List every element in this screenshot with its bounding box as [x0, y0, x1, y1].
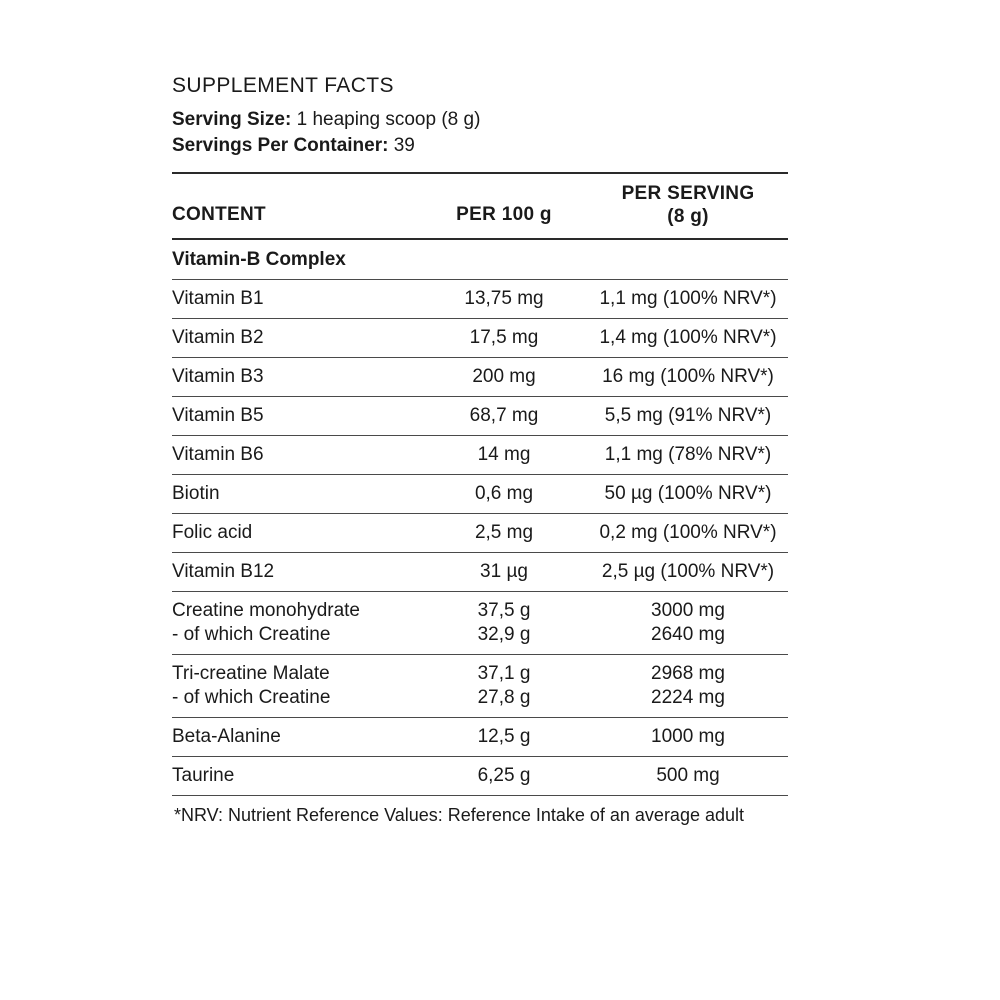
table-row — [172, 397, 788, 436]
table-row — [172, 319, 788, 358]
row-per-100g: 31 µg — [420, 553, 588, 592]
table-row — [172, 592, 788, 624]
table-group-row — [172, 239, 788, 280]
row-name: - of which Creatine — [172, 686, 420, 718]
supplement-facts-panel — [172, 74, 788, 826]
group-heading-spacer-100 — [420, 239, 588, 280]
servings-per-container-line — [172, 133, 788, 159]
table-row — [172, 475, 788, 514]
row-name: Vitamin B12 — [172, 553, 420, 592]
row-per-serving: 16 mg (100% NRV*) — [588, 358, 788, 397]
table-row — [172, 655, 788, 687]
row-name: Folic acid — [172, 514, 420, 553]
row-name: Vitamin B6 — [172, 436, 420, 475]
row-per-100g: 14 mg — [420, 436, 588, 475]
serving-size-value: 1 heaping scoop (8 g) — [296, 109, 481, 130]
servings-per-container-label: Servings Per Container: — [172, 135, 389, 156]
row-name: Vitamin B2 — [172, 319, 420, 358]
row-per-100g: 200 mg — [420, 358, 588, 397]
row-per-serving: 2640 mg — [588, 623, 788, 655]
table-row — [172, 358, 788, 397]
row-per-100g: 17,5 mg — [420, 319, 588, 358]
serving-size-label: Serving Size: — [172, 109, 292, 130]
row-per-serving: 500 mg — [588, 757, 788, 796]
column-header-per-100g: PER 100 g — [420, 173, 588, 239]
table-row — [172, 623, 788, 655]
servings-per-container-value: 39 — [393, 135, 415, 156]
nrv-footnote: *NRV: Nutrient Reference Values: Reference Intake of an average adult — [174, 805, 744, 825]
row-per-100g: 37,1 g — [477, 663, 531, 684]
row-per-100g: 6,25 g — [420, 757, 588, 796]
row-per-100g: 2,5 mg — [420, 514, 588, 553]
supplement-facts-table — [172, 172, 788, 796]
row-name: Beta-Alanine — [172, 718, 420, 757]
column-header-per-serving — [588, 173, 788, 239]
serving-size-line — [172, 107, 788, 133]
row-per-100g: 12,5 g — [420, 718, 588, 757]
row-per-serving: 5,5 mg (91% NRV*) — [588, 397, 788, 436]
group-heading-label: Vitamin-B Complex — [172, 239, 420, 280]
table-row — [172, 757, 788, 796]
row-name: Taurine — [172, 757, 420, 796]
table-row — [172, 280, 788, 319]
row-per-serving: 1000 mg — [588, 718, 788, 757]
table-header-row — [172, 173, 788, 239]
row-per-serving: 3000 mg — [651, 600, 725, 621]
row-per-100g: 27,8 g — [420, 686, 588, 718]
page-title: SUPPLEMENT FACTS — [172, 74, 394, 97]
table-row — [172, 718, 788, 757]
row-per-serving: 2,5 µg (100% NRV*) — [588, 553, 788, 592]
column-header-content: CONTENT — [172, 173, 420, 239]
table-row — [172, 514, 788, 553]
column-header-per-serving-line1: PER SERVING — [621, 183, 755, 204]
row-name: Vitamin B3 — [172, 358, 420, 397]
row-per-100g: 68,7 mg — [420, 397, 588, 436]
table-row — [172, 436, 788, 475]
row-per-serving: 50 µg (100% NRV*) — [588, 475, 788, 514]
row-name: Tri-creatine Malate — [172, 663, 330, 684]
row-per-100g: 0,6 mg — [420, 475, 588, 514]
row-name: Biotin — [172, 475, 420, 514]
column-header-per-serving-line2: (8 g) — [667, 206, 709, 227]
row-per-serving: 1,4 mg (100% NRV*) — [588, 319, 788, 358]
row-name: Creatine monohydrate — [172, 600, 360, 621]
row-per-serving: 1,1 mg (100% NRV*) — [588, 280, 788, 319]
table-row — [172, 686, 788, 718]
table-row — [172, 553, 788, 592]
row-per-serving: 0,2 mg (100% NRV*) — [588, 514, 788, 553]
row-name: - of which Creatine — [172, 623, 420, 655]
row-name: Vitamin B5 — [172, 397, 420, 436]
row-per-100g: 37,5 g — [477, 600, 531, 621]
row-per-100g: 13,75 mg — [420, 280, 588, 319]
row-per-serving: 2224 mg — [588, 686, 788, 718]
row-name: Vitamin B1 — [172, 280, 420, 319]
row-per-serving: 1,1 mg (78% NRV*) — [588, 436, 788, 475]
group-heading-spacer-serving — [588, 239, 788, 280]
row-per-100g: 32,9 g — [420, 623, 588, 655]
row-per-serving: 2968 mg — [651, 663, 725, 684]
